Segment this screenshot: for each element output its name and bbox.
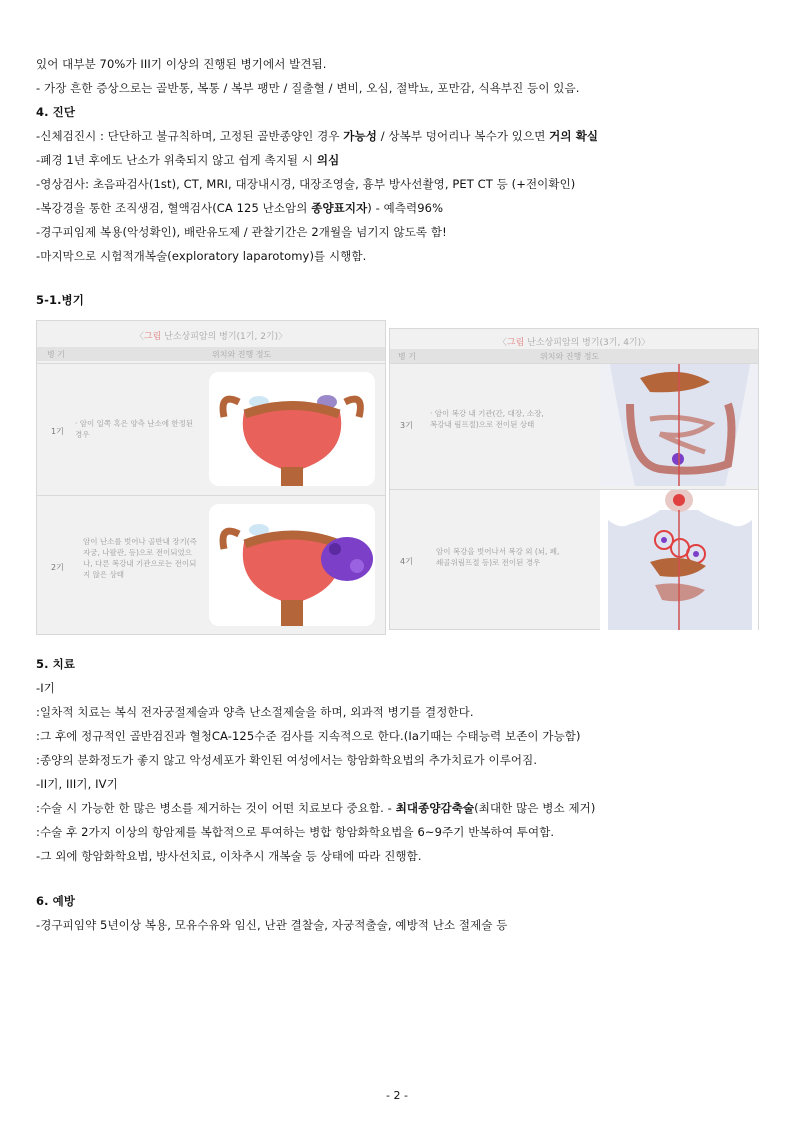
stage-label: 3기 — [400, 421, 413, 430]
text-line: -I기 — [36, 681, 55, 695]
abdomen-illustration — [600, 364, 758, 486]
text-line: -경구피임제 복용(악성확인), 배란유도제 / 관찰기간은 2개월을 넘기지 않도록 함! — [36, 225, 447, 239]
stage-desc: 암이 난소를 벗어나 골반내 장기(즉 자궁, 나팔관, 등)으로 전이되었으나, 다른 복강내 기관으로는 전이되지 않은 상태 — [83, 537, 197, 579]
text-line — [36, 200, 443, 216]
body-abdomen-image — [600, 364, 758, 486]
text-line: -마지막으로 시험적개복술(exploratory laparotomy)를 시행함. — [36, 249, 367, 263]
stage-row — [37, 363, 385, 494]
text-line — [36, 128, 598, 144]
text-line: :수술 후 2가지 이상의 항암제를 복합적으로 투여하는 병합 항암화학요법을 6~9주기 반복하여 투여함. — [36, 825, 555, 839]
title-text: 난소상피암의 병기(1기, 2기)〉 — [161, 332, 288, 342]
figure-title — [37, 329, 385, 342]
body-metastasis-image — [600, 490, 758, 630]
figure-staging-3-4 — [389, 328, 759, 630]
text-span: -복강경을 통한 조직생검, 혈액검사(CA 125 난소암의 — [36, 201, 312, 215]
text-span: -신체검진시 : 단단하고 불규칙하며, 고정된 골반종양인 경우 — [36, 129, 344, 143]
text-line: :종양의 분화정도가 좋지 않고 악성세포가 확인된 여성에서는 항암화학요법의 추가치료가 이루어짐. — [36, 753, 538, 767]
text-line — [36, 800, 595, 816]
emphasis: 가능성 — [343, 129, 377, 143]
col-stage: 병 기 — [398, 352, 416, 361]
uterus-tumor-illustration — [209, 504, 375, 626]
metastasis-illustration — [600, 490, 758, 630]
text-line: -경구피임약 5년이상 복용, 모유수유와 임신, 난관 결찰술, 자궁적출술, 예방적 난소 절제술 등 — [36, 918, 508, 932]
col-desc: 위치와 진행 정도 — [212, 350, 272, 359]
text-line: - 가장 흔한 증상으로는 골반통, 복통 / 복부 팽만 / 질출혈 / 변비, 오심, 절박뇨, 포만감, 식욕부진 등이 있음. — [36, 81, 580, 95]
text-line: 있어 대부분 70%가 III기 이상의 진행된 병기에서 발견됨. — [36, 57, 327, 71]
figure-staging-1-2 — [36, 320, 386, 635]
text-line: -II기, III기, IV기 — [36, 777, 118, 791]
figure-header — [37, 347, 385, 361]
col-stage: 병 기 — [47, 350, 65, 359]
title-bracket: 〈 — [497, 338, 507, 348]
stage-desc: · 암이 일쪽 혹은 양측 난소에 한정된 경우 — [75, 419, 194, 439]
uterus-illustration — [209, 372, 375, 486]
figure-title — [390, 335, 758, 348]
section-heading-diagnosis: 4. 진단 — [36, 105, 76, 119]
title-bracket: 〈 — [134, 332, 144, 342]
text-line: :그 후에 정규적인 골반검진과 혈청CA-125수준 검사를 지속적으로 한다.(Ia기때는 수태능력 보존이 가능함) — [36, 729, 581, 743]
emphasis: 최대종양감축술 — [395, 801, 475, 815]
text-line: -그 외에 항암화학요법, 방사선치료, 이차추시 개복술 등 상태에 따라 진행함. — [36, 849, 422, 863]
text-line: -영상검사: 초음파검사(1st), CT, MRI, 대장내시경, 대장조영술, 흉부 방사선촬영, PET CT 등 (+전이확인) — [36, 177, 576, 191]
section-heading-prevention: 6. 예방 — [36, 894, 76, 908]
stage-desc: 암이 복강을 벗어나서 복강 외 (뇌, 폐, 쇄골위림프절 등)로 전이된 경우 — [436, 547, 560, 567]
text-line: :일차적 치료는 복식 전자궁절제술과 양측 난소절제술을 하며, 외과적 병기를 결정한다. — [36, 705, 474, 719]
stage-row — [390, 489, 758, 630]
text-span: ) - 예측력96% — [367, 201, 444, 215]
stage-label: 1기 — [51, 427, 64, 436]
section-heading-treatment: 5. 치료 — [36, 657, 76, 671]
text-span: :수술 시 가능한 한 많은 병소를 제거하는 것이 어떤 치료보다 중요함. - — [36, 801, 396, 815]
stage-row — [37, 495, 385, 634]
stage-row — [390, 363, 758, 488]
figure-header — [390, 349, 758, 363]
title-text: 난소상피암의 병기(3기, 4기)〉 — [524, 338, 651, 348]
emphasis: 종양표지자 — [311, 201, 368, 215]
text-span: / 상복부 덩어리나 복수가 있으면 — [376, 129, 550, 143]
title-accent: 그림 — [143, 332, 162, 342]
section-heading-staging: 5-1.병기 — [36, 293, 84, 307]
stage-label: 4기 — [400, 557, 413, 566]
stage-label: 2기 — [51, 563, 64, 572]
text-span: (최대한 많은 병소 제거) — [474, 801, 596, 815]
title-accent: 그림 — [506, 338, 525, 348]
text-line — [36, 152, 339, 168]
emphasis: 의심 — [316, 153, 340, 167]
page-number: - 2 - — [386, 1089, 408, 1102]
emphasis: 거의 확실 — [549, 129, 599, 143]
col-desc: 위치와 진행 정도 — [540, 352, 600, 361]
stage-desc: · 암이 복강 내 기관(간, 대장, 소장, 복강내 림프절)으로 전이된 상태 — [430, 409, 544, 429]
text-span: -폐경 1년 후에도 난소가 위축되지 않고 쉽게 촉지될 시 — [36, 153, 317, 167]
uterus-tumor-image — [209, 504, 375, 626]
uterus-image — [209, 372, 375, 486]
